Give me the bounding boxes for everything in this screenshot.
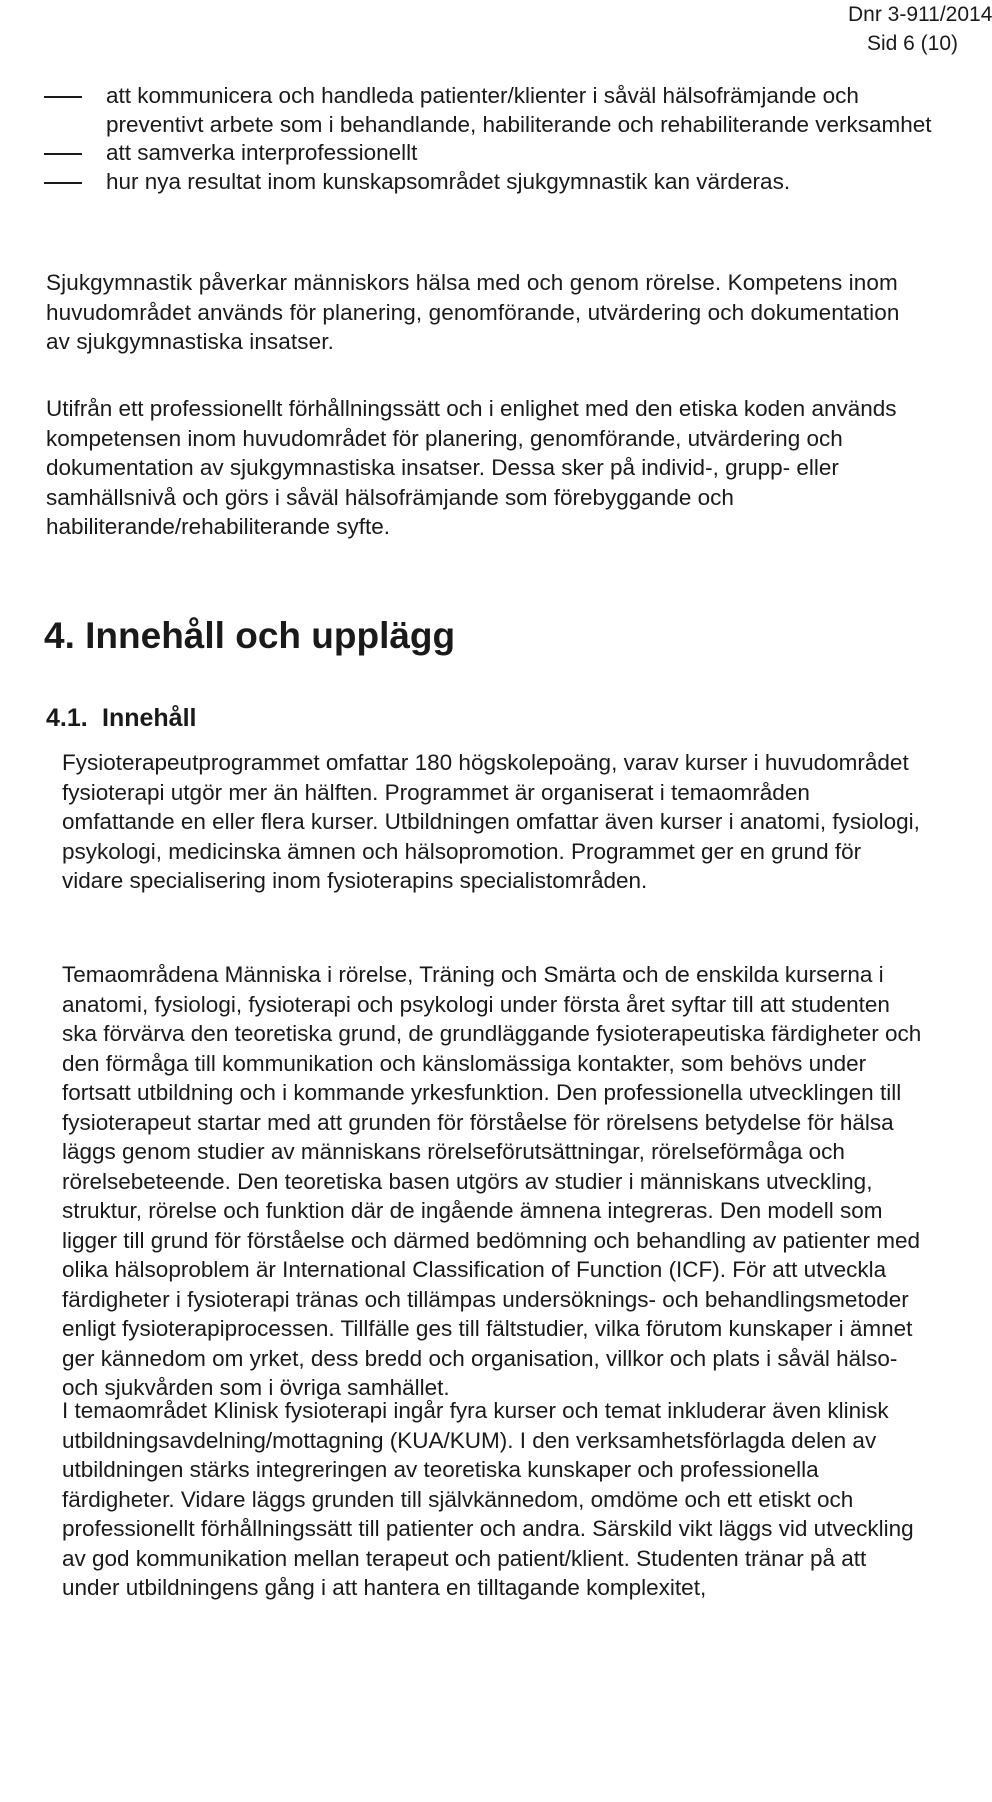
paragraph-4: Temaområdena Människa i rörelse, Träning och Smärta och de enskilda kurserna i anatomi, fysiologi, fysioterapi och psykologi under första året syftar till att studenten ska förvärva den teoretiska grund, de grundläggande fysioterapeutiska färdigheter och den förmåga till kommunikation och känslomässiga kontakter, som behövs under fortsatt utbildning och i kommande yrkesfunktion. Den professionella utvecklingen till fysioterapeut startar med att grunden för förståelse för rörelsens betydelse för hälsa läggs genom studier av människans rörelseförutsättningar, rörelseförmåga och rörelsebeteende. Den teoretiska basen utgörs av studier i människans utveckling, struktur, rörelse och funktion där de ingående ämnena integreras. Den modell som ligger till grund för förståelse och därmed bedömning och behandling av patienter med olika hälsoproblem är International Classification of Function (ICF). För att utveckla färdigheter i fysioterapi tränas och tillämpas undersöknings- och behandlingsmetoder enligt fysioterapiprocessen. Tillfälle ges till fältstudier, vilka förutom kunskaper i ämnet ger kännedom om yrket, dess bredd och organisation, villkor och plats i såväl hälso- och sjukvården som i övriga samhället. [62,962,922,1400]
document-number: Dnr 3-911/2014 [848,3,992,26]
list-item [44,168,944,197]
subsection-title: Innehåll [102,704,197,732]
page-number: Sid 6 (10) [866,32,958,55]
list-item-text: hur nya resultat inom kunskapsområdet sjukgymnastik kan värderas. [106,168,791,194]
list-item-text: att samverka interprofessionellt [106,140,418,165]
subsection-heading [46,702,196,734]
paragraph-5: I temaområdet Klinisk fysioterapi ingår fyra kurser och temat inkluderar även klinisk utbildningsavdelning/mottagning (KUA/KUM). I den verksamhetsförlagda delen av utbildningen stärks integreringen av teoretiska kunskaper och professionella färdigheter. Vidare läggs grunden till självkännedom, omdöme och ett etiskt och professionellt förhållningssätt till patienter och andra. Särskild vikt läggs vid utveckling av god kommunikation mellan terapeut och patient/klient. Studenten tränar på att under utbildningens gång i att hantera en tilltagande komplexitet, [62,1398,914,1600]
list-item [44,139,944,168]
dash-marker [44,182,82,184]
paragraph-1: Sjukgymnastik påverkar människors hälsa med och genom rörelse. Kompetens inom huvudområdet används för planering, genomförande, utvärdering och dokumentation av sjukgymnastiska insatser. [46,270,900,354]
subsection-number: 4.1. [46,704,88,732]
list-item [44,82,936,139]
paragraph-2: Utifrån ett professionellt förhållningssätt och i enlighet med den etiska koden används kompetensen inom huvudområdet för planering, genomförande, utvärdering och dokumentation av sjukgymnastiska insatser. Dessa sker på individ-, grupp- eller samhällsnivå och görs i såväl hälsofrämjande som förebyggande och habiliterande/rehabiliterande syfte. [46,396,897,539]
bullet-list [44,82,944,196]
paragraph-3: Fysioterapeutprogrammet omfattar 180 högskolepoäng, varav kurser i huvudområdet fysioterapi utgör mer än hälften. Programmet är organiserat i temaområden omfattande en eller flera kurser. Utbildningen omfattar även kurser i anatomi, fysiologi, psykologi, medicinska ämnen och hälsopromotion. Programmet ger en grund för vidare specialisering inom fysioterapins specialistområden. [62,750,920,893]
list-item-text: att kommunicera och handleda patienter/klienter i såväl hälsofrämjande och preventivt arbete som i behandlande, habiliterande och rehabiliterande verksamhet [106,83,932,137]
dash-marker [44,96,82,98]
document-header [848,0,992,58]
section-heading: 4. Innehåll och upplägg [44,615,456,656]
dash-marker [44,153,82,155]
